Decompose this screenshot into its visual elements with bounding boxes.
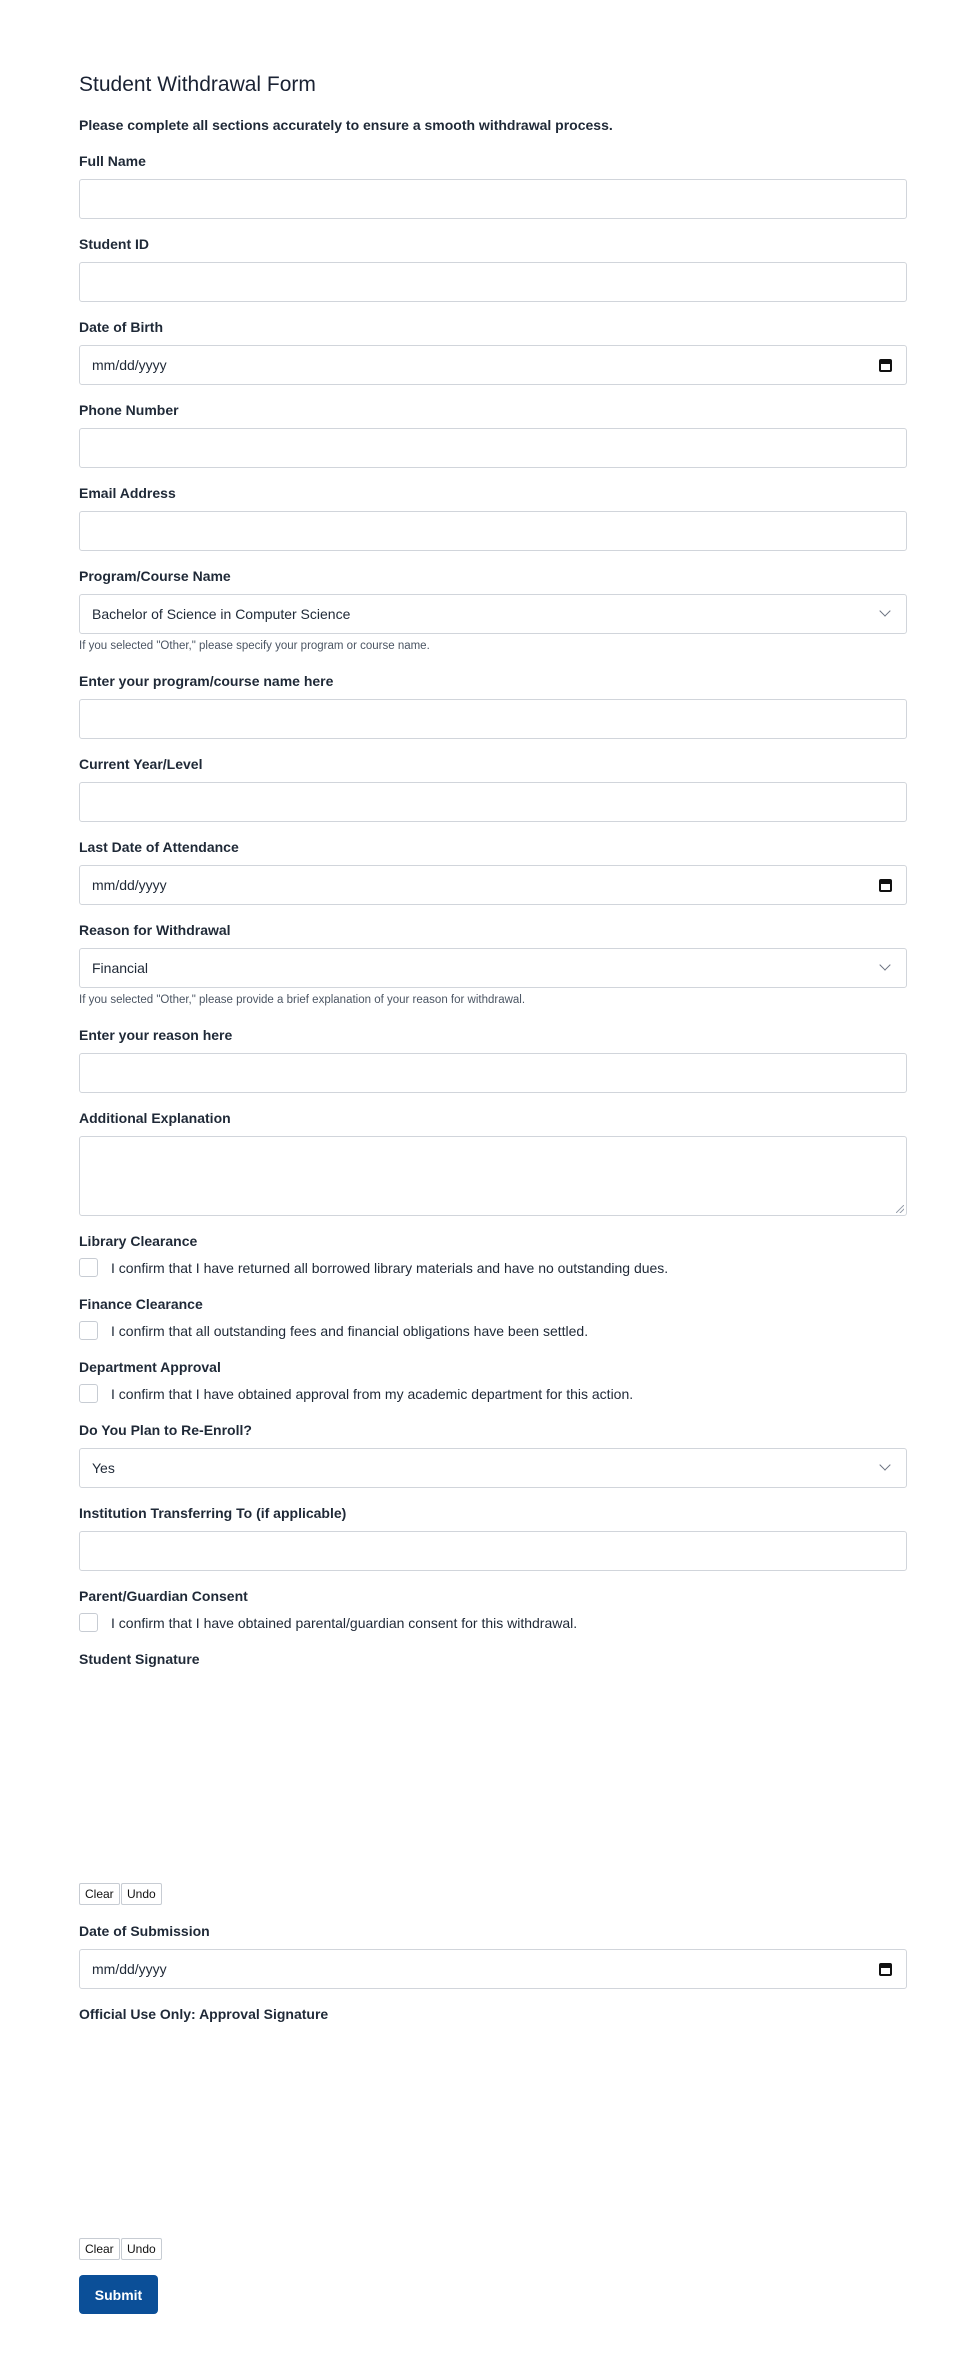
program-other-label: Enter your program/course name here [79, 673, 334, 689]
last-attendance-label: Last Date of Attendance [79, 839, 239, 855]
dob-label: Date of Birth [79, 319, 163, 335]
department-checkbox[interactable] [79, 1384, 98, 1403]
library-label: Library Clearance [79, 1233, 198, 1249]
department-label: Department Approval [79, 1359, 221, 1375]
program-other-input[interactable] [79, 699, 907, 739]
approval-signature-undo-button[interactable]: Undo [121, 2238, 162, 2260]
student-signature-undo-button[interactable]: Undo [121, 1883, 162, 1905]
form-title: Student Withdrawal Form [79, 73, 316, 96]
reenroll-select[interactable] [79, 1448, 907, 1488]
phone-label: Phone Number [79, 402, 179, 418]
reason-selected: Financial [92, 960, 149, 976]
student-id-input[interactable] [79, 262, 907, 302]
dob-placeholder: mm/dd/yyyy [92, 357, 167, 373]
transfer-label: Institution Transferring To (if applicable) [79, 1505, 347, 1521]
submission-date-input[interactable] [79, 1949, 907, 1989]
student-id-label: Student ID [79, 236, 149, 252]
chevron-down-icon [879, 959, 890, 970]
approval-signature-pad[interactable] [79, 2030, 907, 2230]
reason-hint: If you selected "Other," please provide a brief explanation of your reason for withdrawal. [79, 994, 526, 1006]
explanation-label: Additional Explanation [79, 1110, 231, 1126]
last-attendance-input[interactable] [79, 865, 907, 905]
reason-label: Reason for Withdrawal [79, 922, 231, 938]
resize-grip-icon[interactable] [896, 1205, 904, 1213]
submission-date-placeholder: mm/dd/yyyy [92, 1961, 167, 1977]
finance-label: Finance Clearance [79, 1296, 203, 1312]
program-hint: If you selected "Other," please specify your program or course name. [79, 640, 430, 652]
reason-select[interactable] [79, 948, 907, 988]
reason-other-label: Enter your reason here [79, 1027, 233, 1043]
finance-checkbox-text: I confirm that all outstanding fees and financial obligations have been settled. [111, 1323, 589, 1339]
form-intro: Please complete all sections accurately to ensure a smooth withdrawal process. [79, 117, 613, 133]
phone-input[interactable] [79, 428, 907, 468]
reenroll-label: Do You Plan to Re-Enroll? [79, 1422, 252, 1438]
explanation-textarea[interactable] [79, 1136, 907, 1216]
parent-consent-checkbox-text: I confirm that I have obtained parental/guardian consent for this withdrawal. [111, 1615, 578, 1631]
email-label: Email Address [79, 485, 176, 501]
calendar-icon[interactable] [879, 879, 892, 892]
calendar-icon[interactable] [879, 359, 892, 372]
library-checkbox-text: I confirm that I have returned all borrowed library materials and have no outstanding dues. [111, 1260, 669, 1276]
last-attendance-placeholder: mm/dd/yyyy [92, 877, 167, 893]
chevron-down-icon [879, 1459, 890, 1470]
reason-other-input[interactable] [79, 1053, 907, 1093]
transfer-input[interactable] [79, 1531, 907, 1571]
student-signature-clear-button[interactable]: Clear [79, 1883, 120, 1905]
approval-signature-label: Official Use Only: Approval Signature [79, 2006, 329, 2022]
calendar-icon[interactable] [879, 1963, 892, 1976]
parent-consent-label: Parent/Guardian Consent [79, 1588, 248, 1604]
library-checkbox[interactable] [79, 1258, 98, 1277]
approval-signature-clear-button[interactable]: Clear [79, 2238, 120, 2260]
program-selected: Bachelor of Science in Computer Science [92, 606, 351, 622]
full-name-label: Full Name [79, 153, 146, 169]
year-level-label: Current Year/Level [79, 756, 203, 772]
student-signature-pad[interactable] [79, 1675, 907, 1875]
dob-input[interactable] [79, 345, 907, 385]
finance-checkbox[interactable] [79, 1321, 98, 1340]
program-label: Program/Course Name [79, 568, 231, 584]
submission-date-label: Date of Submission [79, 1923, 210, 1939]
student-signature-label: Student Signature [79, 1651, 200, 1667]
submit-button[interactable]: Submit [79, 2275, 158, 2314]
year-level-input[interactable] [79, 782, 907, 822]
parent-consent-checkbox[interactable] [79, 1613, 98, 1632]
email-input[interactable] [79, 511, 907, 551]
program-select[interactable] [79, 594, 907, 634]
chevron-down-icon [879, 605, 890, 616]
reenroll-selected: Yes [92, 1460, 115, 1476]
department-checkbox-text: I confirm that I have obtained approval from my academic department for this action. [111, 1386, 634, 1402]
full-name-input[interactable] [79, 179, 907, 219]
